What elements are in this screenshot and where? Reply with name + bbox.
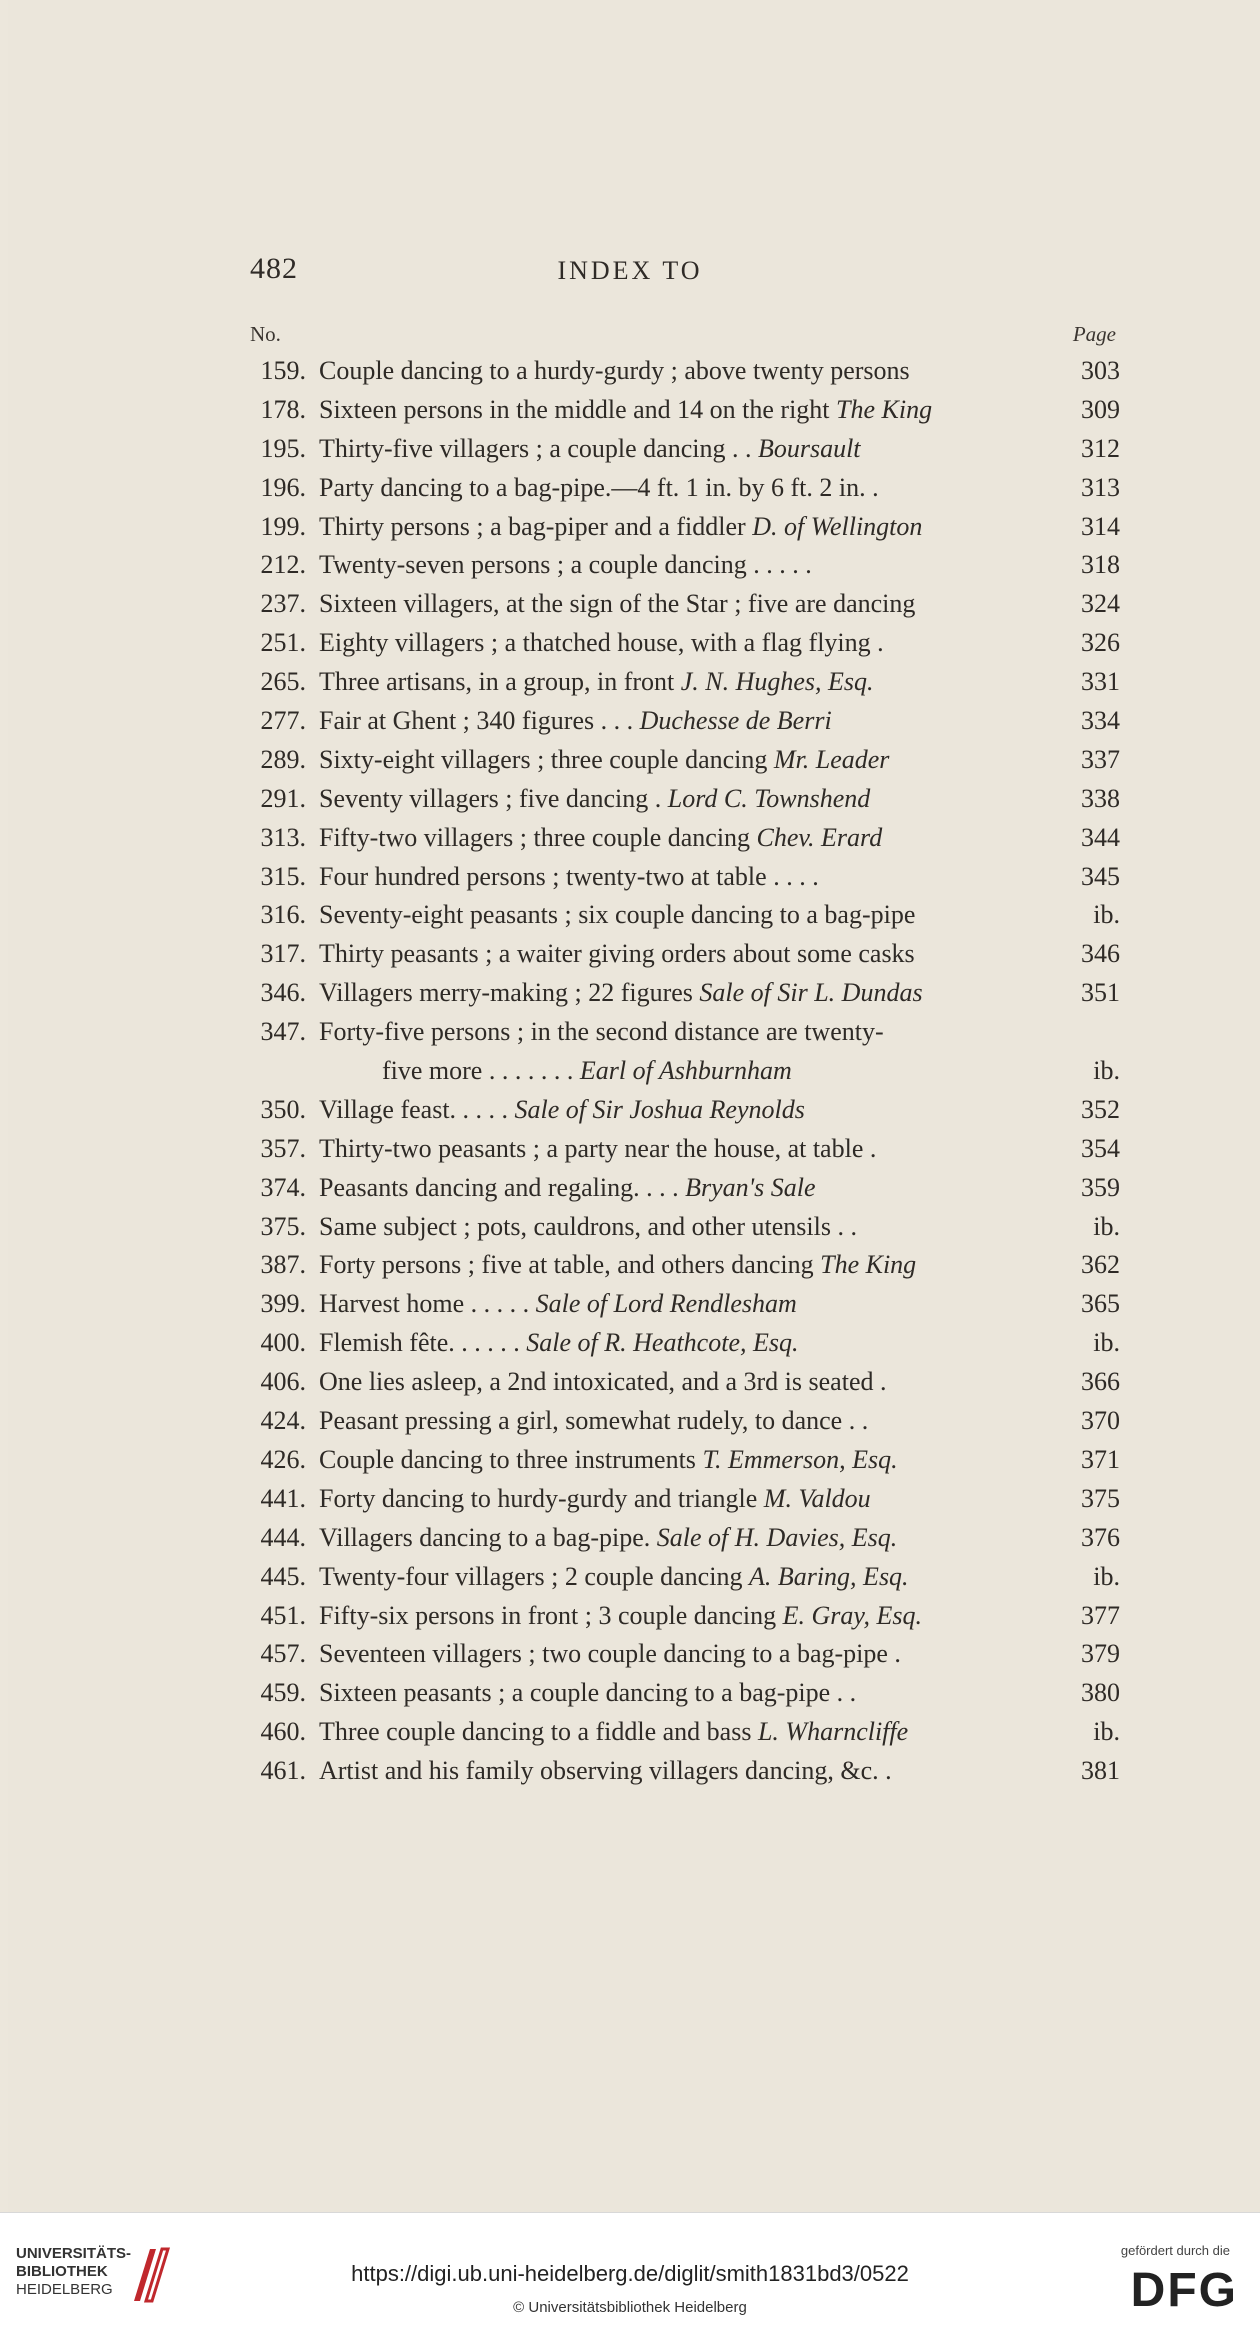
entry-page: 345 <box>1081 861 1120 891</box>
entry-text: One lies asleep, a 2nd intoxicated, and a 3rd is seated . <box>319 1367 887 1397</box>
index-entry <box>236 1597 1120 1636</box>
entry-page: 376 <box>1081 1522 1120 1552</box>
entry-owner: Boursault <box>757 433 861 463</box>
index-entry <box>236 1130 1120 1169</box>
entry-number: 444. <box>260 1522 306 1552</box>
entry-page: ib. <box>1093 1211 1120 1241</box>
entry-description <box>319 1169 816 1208</box>
entry-page: 313 <box>1081 472 1120 502</box>
entry-owner: M. Valdou <box>763 1483 871 1513</box>
entry-description <box>319 896 915 935</box>
index-entry <box>236 741 1120 780</box>
entry-description <box>319 1752 892 1791</box>
entry-number: 357. <box>260 1133 306 1163</box>
entry-owner: Sale of H. Davies, Esq. <box>656 1522 898 1552</box>
entry-page: 381 <box>1081 1756 1120 1786</box>
entry-description <box>319 585 915 624</box>
index-entry <box>236 469 1120 508</box>
entry-text: Villagers dancing to a bag-pipe. <box>319 1522 651 1552</box>
entry-text: Fair at Ghent ; 340 figures . . . <box>319 706 634 736</box>
entry-number: 289. <box>260 744 306 774</box>
entry-text: Three couple dancing to a fiddle and bass <box>319 1717 752 1747</box>
entry-text: Forty persons ; five at table, and others dancing <box>319 1250 814 1280</box>
entry-page: 334 <box>1081 706 1120 736</box>
entry-text: Seventy villagers ; five dancing . <box>319 783 662 813</box>
entry-page: 331 <box>1081 667 1120 697</box>
entry-owner: Sale of Sir L. Dundas <box>699 978 923 1008</box>
entry-description <box>319 469 879 508</box>
entry-owner: A. Baring, Esq. <box>748 1561 909 1591</box>
index-entry <box>236 663 1120 702</box>
entry-text: Eighty villagers ; a thatched house, with a flag flying . <box>319 628 884 658</box>
index-entry <box>236 1091 1120 1130</box>
entry-page: ib. <box>1093 900 1120 930</box>
index-entry <box>236 1558 1120 1597</box>
index-entry <box>236 702 1120 741</box>
entry-number: 374. <box>260 1172 306 1202</box>
page-number: 482 <box>250 252 298 285</box>
entry-text: Thirty-two peasants ; a party near the house, at table . <box>319 1133 877 1163</box>
entry-page: 354 <box>1081 1133 1120 1163</box>
index-entry <box>236 624 1120 663</box>
index-entry <box>236 935 1120 974</box>
index-entry <box>236 780 1120 819</box>
entry-page: 346 <box>1081 939 1120 969</box>
index-entry <box>236 1635 1120 1674</box>
entry-description <box>319 1519 897 1558</box>
entry-page: 344 <box>1081 822 1120 852</box>
entry-page: 352 <box>1081 1094 1120 1124</box>
entry-owner: Lord C. Townshend <box>667 783 871 813</box>
entry-description <box>319 1713 908 1752</box>
entry-owner: Bryan's Sale <box>685 1172 816 1202</box>
entry-text: Couple dancing to a hurdy-gurdy ; above twenty persons <box>319 356 910 385</box>
entry-owner: Mr. Leader <box>773 744 890 774</box>
entry-description <box>382 1052 792 1091</box>
index-entry <box>236 896 1120 935</box>
entry-page: ib. <box>1093 1056 1120 1086</box>
entry-text: Peasants dancing and regaling. . . . <box>319 1172 679 1202</box>
entry-number: 159. <box>260 356 306 385</box>
entry-text: Sixteen persons in the middle and 14 on the right <box>319 394 830 424</box>
entry-description <box>319 430 861 469</box>
entry-text: Thirty-five villagers ; a couple dancing . . <box>319 433 752 463</box>
entry-page: 338 <box>1081 783 1120 813</box>
entry-description <box>319 1363 886 1402</box>
entry-page: 379 <box>1081 1639 1120 1669</box>
entry-owner: Earl of Ashburnham <box>579 1056 792 1086</box>
entry-page: 370 <box>1081 1406 1120 1436</box>
entry-description <box>319 624 884 663</box>
entry-description <box>319 974 923 1013</box>
index-entries <box>236 352 1120 1791</box>
entry-number: 445. <box>260 1561 306 1591</box>
entry-description <box>319 1674 856 1713</box>
entry-description <box>319 1597 922 1636</box>
entry-description <box>319 508 922 547</box>
entry-text: Village feast. . . . . <box>319 1094 509 1124</box>
entry-text: Villagers merry-making ; 22 figures <box>319 978 693 1008</box>
entry-number: 406. <box>260 1367 306 1397</box>
entry-description <box>319 1402 868 1441</box>
library-name-line3: HEIDELBERG <box>16 2281 113 2298</box>
entry-number: 451. <box>260 1600 306 1630</box>
entry-text: Fifty-two villagers ; three couple dancing <box>319 822 751 852</box>
entry-owner: Chev. Erard <box>756 822 883 852</box>
entry-text: Seventy-eight peasants ; six couple dancing to a bag-pipe <box>319 900 916 930</box>
entry-owner: The King <box>836 394 933 424</box>
entry-page: 312 <box>1081 433 1120 463</box>
column-header-page: Page <box>1072 322 1116 346</box>
entry-number: 196. <box>260 472 306 502</box>
entry-owner: E. Gray, Esq. <box>782 1600 922 1630</box>
index-entry <box>236 1169 1120 1208</box>
index-entry <box>236 585 1120 624</box>
entry-description <box>319 663 874 702</box>
entry-description <box>319 1441 898 1480</box>
entry-description <box>319 391 932 430</box>
index-entry <box>236 1752 1120 1791</box>
entry-number: 459. <box>260 1678 306 1708</box>
entry-number: 347. <box>260 1017 306 1047</box>
entry-text: Fifty-six persons in front ; 3 couple dancing <box>319 1600 777 1630</box>
entry-text: Twenty-seven persons ; a couple dancing . . . . . <box>319 550 812 580</box>
entry-description <box>319 1246 916 1285</box>
entry-text: Sixteen villagers, at the sign of the Star ; five are dancing <box>319 589 916 619</box>
index-entry <box>236 1363 1120 1402</box>
index-entry <box>236 858 1120 897</box>
entry-owner: J. N. Hughes, Esq. <box>680 667 874 697</box>
index-entry <box>236 974 1120 1013</box>
entry-text: Four hundred persons ; twenty-two at table . . . . <box>319 861 819 891</box>
entry-page: 359 <box>1081 1172 1120 1202</box>
entry-text: Thirty peasants ; a waiter giving orders about some casks <box>319 939 915 969</box>
entry-description <box>319 1480 871 1519</box>
library-name-line2: BIBLIOTHEK <box>16 2263 108 2280</box>
index-entry <box>236 352 1120 391</box>
index-entry <box>236 819 1120 858</box>
entry-page: 366 <box>1081 1367 1120 1397</box>
index-entry <box>236 1480 1120 1519</box>
entry-text: Sixteen peasants ; a couple dancing to a bag-pipe . . <box>319 1678 857 1708</box>
entry-description <box>319 1013 884 1052</box>
entry-number: 251. <box>260 628 306 658</box>
index-entry <box>236 1674 1120 1713</box>
dfg-caption: gefördert durch die <box>1120 2243 1230 2258</box>
entry-number: 460. <box>260 1717 306 1747</box>
entry-page: 371 <box>1081 1444 1120 1474</box>
entry-page: 314 <box>1081 511 1120 541</box>
entry-text: Harvest home . . . . . <box>319 1289 530 1319</box>
index-entry <box>236 1052 1120 1091</box>
entry-owner: The King <box>820 1250 917 1280</box>
entry-page: 365 <box>1081 1289 1120 1319</box>
entry-description <box>319 858 819 897</box>
index-entry <box>236 546 1120 585</box>
entry-number: 375. <box>260 1211 306 1241</box>
entry-description <box>319 546 812 585</box>
entry-number: 212. <box>260 550 306 580</box>
index-entry <box>236 1246 1120 1285</box>
index-entry <box>236 508 1120 547</box>
index-entry <box>236 1013 1120 1052</box>
entry-page: 303 <box>1081 356 1120 385</box>
index-entry <box>236 1519 1120 1558</box>
entry-text: Twenty-four villagers ; 2 couple dancing <box>319 1561 743 1591</box>
index-entry <box>236 1208 1120 1247</box>
entry-page: 324 <box>1081 589 1120 619</box>
library-name-line1: UNIVERSITÄTS- <box>16 2245 132 2262</box>
index-entry <box>236 391 1120 430</box>
entry-page: 318 <box>1081 550 1120 580</box>
entry-description <box>319 702 832 741</box>
entry-text: Forty-five persons ; in the second distance are twenty- <box>319 1017 884 1047</box>
entry-description <box>319 1558 909 1597</box>
entry-number: 277. <box>260 706 306 736</box>
entry-number: 178. <box>260 394 306 424</box>
entry-page: 326 <box>1081 628 1120 658</box>
entry-number: 237. <box>260 589 306 619</box>
column-header-no: No. <box>250 322 281 346</box>
index-entry <box>236 1713 1120 1752</box>
entry-description <box>319 1208 857 1247</box>
entry-description <box>319 935 915 974</box>
entry-text: five more . . . . . . . <box>382 1056 574 1086</box>
entry-number: 265. <box>260 667 306 697</box>
entry-description <box>319 780 870 819</box>
entry-page: 309 <box>1081 394 1120 424</box>
entry-owner: Duchesse de Berri <box>639 706 832 736</box>
entry-description <box>319 1130 876 1169</box>
source-url-link[interactable]: https://digi.ub.uni-heidelberg.de/diglit/smith1831bd3/0522 <box>351 2261 909 2286</box>
entry-number: 400. <box>260 1328 306 1358</box>
entry-number: 350. <box>260 1094 306 1124</box>
entry-number: 291. <box>260 783 306 813</box>
entry-number: 199. <box>260 511 306 541</box>
entry-text: Flemish fête. . . . . . <box>319 1328 520 1358</box>
entry-description <box>319 819 882 858</box>
index-entry <box>236 1441 1120 1480</box>
entry-text: Seventeen villagers ; two couple dancing to a bag-pipe . <box>319 1639 901 1669</box>
entry-owner: T. Emmerson, Esq. <box>702 1444 898 1474</box>
index-entry <box>236 1402 1120 1441</box>
footer-bar <box>0 2212 1260 2337</box>
entry-text: Couple dancing to three instruments <box>319 1444 696 1474</box>
entry-text: Artist and his family observing villagers dancing, &c. . <box>319 1756 892 1786</box>
index-entry <box>236 1324 1120 1363</box>
entry-page: 377 <box>1081 1600 1120 1630</box>
entry-page: ib. <box>1093 1717 1120 1747</box>
entry-page: ib. <box>1093 1328 1120 1358</box>
entry-page: 380 <box>1081 1678 1120 1708</box>
entry-text: Peasant pressing a girl, somewhat rudely, to dance . . <box>319 1406 869 1436</box>
entry-number: 387. <box>260 1250 306 1280</box>
index-entry <box>236 430 1120 469</box>
entry-number: 426. <box>260 1444 306 1474</box>
entry-number: 399. <box>260 1289 306 1319</box>
entry-number: 313. <box>260 822 306 852</box>
entry-number: 195. <box>260 433 306 463</box>
copyright-text: © Universitätsbibliothek Heidelberg <box>513 2299 747 2316</box>
entry-description <box>319 1635 901 1674</box>
entry-owner: Sale of R. Heathcote, Esq. <box>526 1328 799 1358</box>
entry-owner: Sale of Lord Rendlesham <box>535 1289 797 1319</box>
entry-number: 424. <box>260 1406 306 1436</box>
entry-description <box>319 1324 798 1363</box>
entry-number: 346. <box>260 978 306 1008</box>
entry-page: 375 <box>1081 1483 1120 1513</box>
entry-number: 315. <box>260 861 306 891</box>
entry-text: Party dancing to a bag-pipe.—4 ft. 1 in. by 6 ft. 2 in. . <box>319 472 879 502</box>
entry-page: 362 <box>1081 1250 1120 1280</box>
entry-number: 317. <box>260 939 306 969</box>
entry-description <box>319 741 889 780</box>
entry-owner: L. Wharncliffe <box>757 1717 909 1747</box>
index-entry <box>236 1285 1120 1324</box>
entry-text: Sixty-eight villagers ; three couple dancing <box>319 744 768 774</box>
running-title: INDEX TO <box>557 256 703 285</box>
entry-owner: Sale of Sir Joshua Reynolds <box>514 1094 805 1124</box>
entry-description <box>319 1285 797 1324</box>
entry-number: 441. <box>260 1483 306 1513</box>
dfg-logo: DFG <box>1130 2264 1238 2317</box>
entry-number: 461. <box>260 1756 306 1786</box>
entry-description <box>319 352 910 391</box>
entry-text: Forty dancing to hurdy-gurdy and triangle <box>319 1483 758 1513</box>
entry-owner: D. of Wellington <box>752 511 923 541</box>
entry-page: ib. <box>1093 1561 1120 1591</box>
entry-description <box>319 1091 805 1130</box>
entry-text: Same subject ; pots, cauldrons, and other utensils . . <box>319 1211 857 1241</box>
entry-number: 316. <box>260 900 306 930</box>
entry-number: 457. <box>260 1639 306 1669</box>
entry-page: 337 <box>1081 744 1120 774</box>
entry-page: 351 <box>1081 978 1120 1008</box>
entry-text: Thirty persons ; a bag-piper and a fiddler <box>319 511 746 541</box>
entry-text: Three artisans, in a group, in front <box>319 667 675 697</box>
